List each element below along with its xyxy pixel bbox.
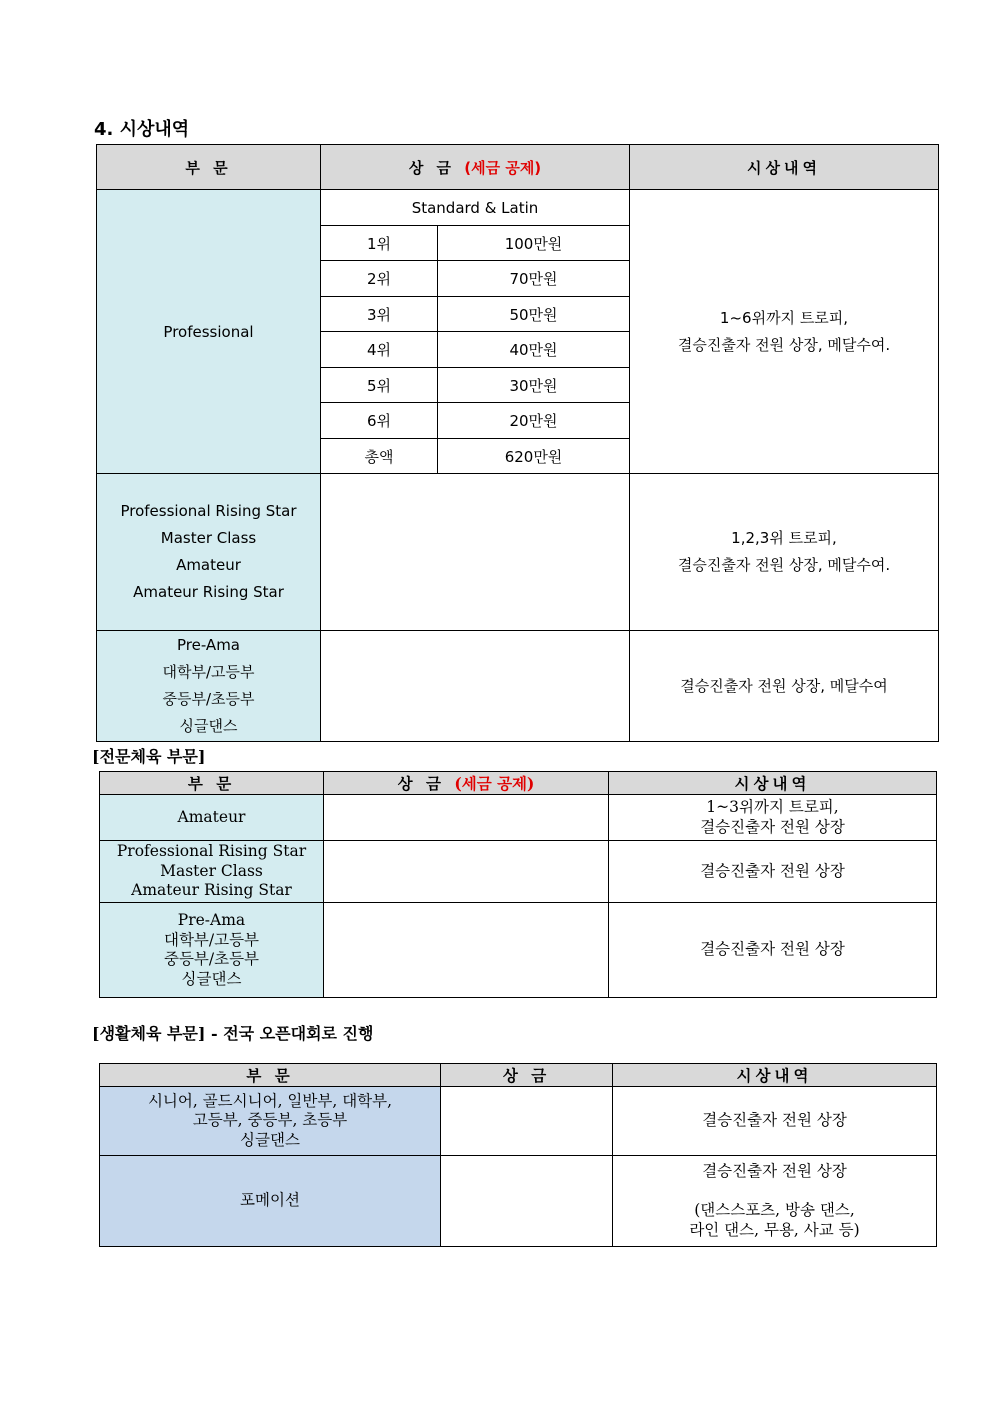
pre-ama-award: 결승진출자 전원 상장, 메달수여: [630, 631, 939, 742]
life-sports-title: [생활체육 부문] - 전국 오픈대회로 진행: [92, 1024, 374, 1043]
amateur-award: 1~3위까지 트로피, 결승진출자 전원 상장: [609, 795, 937, 841]
header-division: 부 문: [97, 145, 321, 190]
header-division: 부 문: [100, 1064, 441, 1087]
rank-cell: 2위: [321, 261, 438, 297]
header-prize-label: 상 금: [397, 773, 445, 793]
rising-star-award: 결승진출자 전원 상장: [609, 841, 937, 903]
rank-cell: 6위: [321, 403, 438, 439]
amount-cell: 620만원: [438, 439, 630, 474]
professional-award: 1~6위까지 트로피, 결승진출자 전원 상장, 메달수여.: [630, 190, 939, 474]
amount-cell: 40만원: [438, 332, 630, 368]
professional-division: Professional: [97, 190, 321, 474]
header-prize-label: 상 금: [408, 158, 456, 177]
header-award: 시상내역: [630, 145, 939, 190]
amount-cell: 20만원: [438, 403, 630, 439]
header-award: 시상내역: [613, 1064, 937, 1087]
amount-cell: 50만원: [438, 297, 630, 332]
formation-award: 결승진출자 전원 상장 (댄스스포츠, 방송 댄스, 라인 댄스, 무용, 사교 등): [613, 1156, 937, 1247]
tax-note: (세금 공제): [454, 773, 535, 793]
awards-table: [96, 144, 939, 742]
pre-ama-division: Pre-Ama 대학부/고등부 중등부/초등부 싱글댄스: [100, 903, 324, 998]
header-division: 부 문: [100, 772, 324, 795]
header-prize: [324, 772, 609, 795]
pre-ama-award: 결승진출자 전원 상장: [609, 903, 937, 998]
rank-cell: 3위: [321, 297, 438, 332]
rank-cell: 1위: [321, 226, 438, 261]
rising-star-division: Professional Rising Star Master Class Amateur Amateur Rising Star: [97, 474, 321, 631]
header-prize: 상 금: [441, 1064, 613, 1087]
section-title: 4. 시상내역: [94, 119, 190, 140]
general-award: 결승진출자 전원 상장: [613, 1087, 937, 1156]
prize-empty: [441, 1156, 613, 1247]
prize-empty: [321, 474, 630, 631]
rank-cell: 총액: [321, 439, 438, 474]
tax-note: (세금 공제): [464, 158, 542, 177]
rank-cell: 5위: [321, 368, 438, 403]
header-prize: [321, 145, 630, 190]
pro-sports-table: [99, 771, 937, 998]
prize-empty: [324, 903, 609, 998]
prize-empty: [324, 841, 609, 903]
prize-empty: [441, 1087, 613, 1156]
prize-empty: [321, 631, 630, 742]
prize-empty: [324, 795, 609, 841]
amount-cell: 100만원: [438, 226, 630, 261]
header-award: 시상내역: [609, 772, 937, 795]
rising-star-division: Professional Rising Star Master Class Amateur Rising Star: [100, 841, 324, 903]
pre-ama-division: Pre-Ama 대학부/고등부 중등부/초등부 싱글댄스: [97, 631, 321, 742]
formation-division: 포메이션: [100, 1156, 441, 1247]
rank-cell: 4위: [321, 332, 438, 368]
amount-cell: 30만원: [438, 368, 630, 403]
general-division: 시니어, 골드시니어, 일반부, 대학부, 고등부, 중등부, 초등부 싱글댄스: [100, 1087, 441, 1156]
life-sports-table: [99, 1063, 937, 1247]
pro-sports-title: [전문체육 부문]: [92, 747, 206, 766]
amateur-division: Amateur: [100, 795, 324, 841]
category-label: Standard & Latin: [321, 190, 630, 226]
amount-cell: 70만원: [438, 261, 630, 297]
rising-star-award: 1,2,3위 트로피, 결승진출자 전원 상장, 메달수여.: [630, 474, 939, 631]
